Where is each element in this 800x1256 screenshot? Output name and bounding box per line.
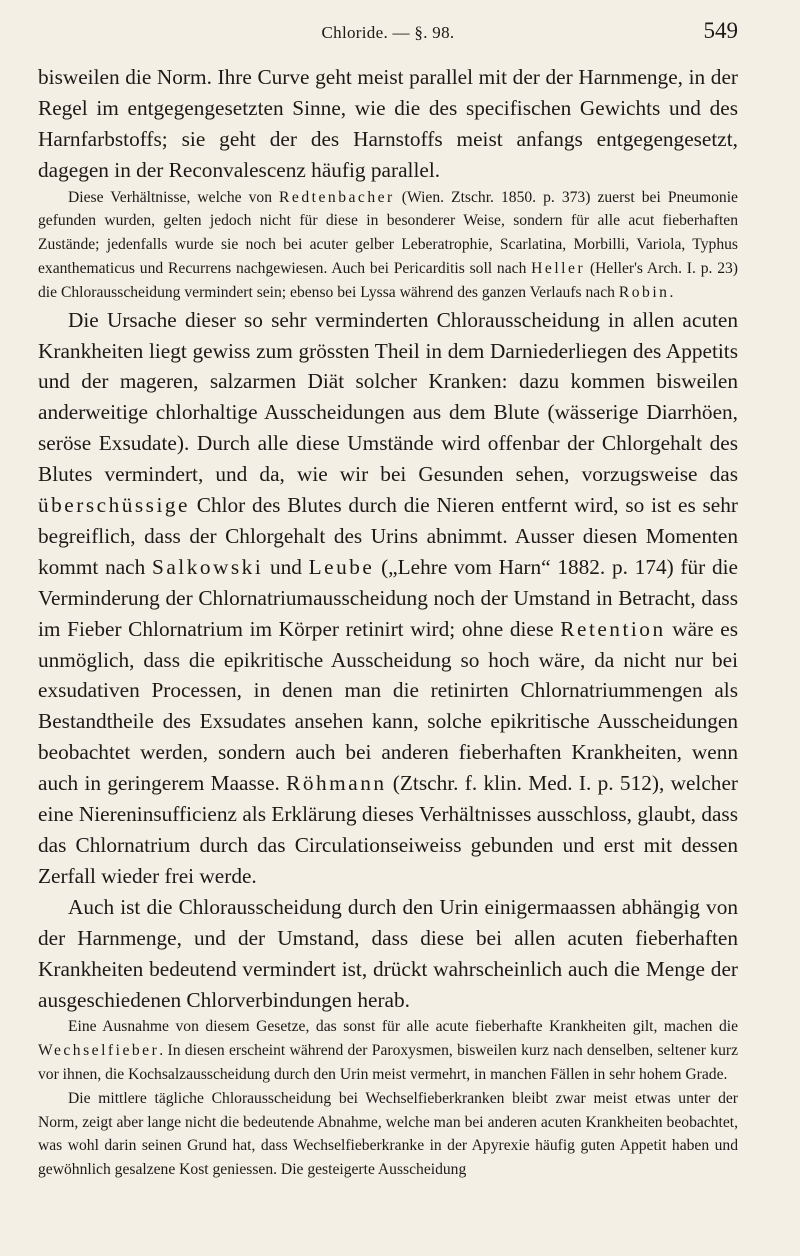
emphasized-word: überschüssige <box>38 493 190 518</box>
author-name: Robin <box>618 283 670 301</box>
paragraph-1: bisweilen die Norm. Ihre Curve geht meist parallel mit der der Harnmenge, in der Regel im entgegengesetzten Sinne, wie die des specifischen Gewichts und des Harnfarbstoffs; sie geht der des Harnstoffs meist anfangs entgegengesetzt, dagegen in der Reconvalescenz häufig parallel. <box>38 65 738 182</box>
note-paragraph-3: Die mittlere tägliche Chlorausscheidung bei Wechselfieberkranken bleibt zwar meist etwas unter der Norm, zeigt aber lange nicht die bedeutende Abnahme, welche man bei anderen acuten Krankheiten beobachtet, was wohl darin seinen Grund hat, dass Wechselfieberkranke in der Apyrexie häufig guten Appetit haben und gewöhnlich gesalzene Kost geniessen. Die gesteigerte Ausscheidung <box>38 1089 738 1179</box>
paragraph-2: Die Ursache dieser so sehr verminderten Chlorausscheidung in allen acuten Krankheiten liegt gewiss zum grössten Theil in dem Darniederliegen des Appetits und der mageren, salzarmen Diät solcher Kranken: dazu kommen bisweilen anderweitige chlorhaltige Ausscheidungen aus dem Blute (wässerige Diarrhöen, seröse Exsudate). Durch alle diese Umstände wird offenbar der Chlorgehalt des Blutes vermindert, und da, wie wir bei Gesunden sehen, vorzugsweise das überschüssige Chlor des Blutes durch die Nieren entfernt wird, so ist es sehr begreiflich, dass der Chlorgehalt des Urins abnimmt. Ausser diesen Momenten kommt nach Salkowski und Leube („Lehre vom Harn“ 1882. p. 174) für die Verminderung der Chlornatriumausscheidung noch der Umstand in Betracht, dass im Fieber Chlornatrium im Körper retinirt wird; ohne diese Retention wäre es unmöglich, dass die epikritische Ausscheidung so hoch wäre, da nicht nur bei exsudativen Processen, in denen man die retinirten Chlornatriummengen als Bestandtheile des Exsudates ansehen kann, solche epikritische Ausscheidungen beobachtet werden, sondern auch bei anderen fieberhaften Krankheiten, wenn auch in geringerem Maasse. Röhmann (Ztschr. f. klin. Med. I. p. 512), welcher eine Niereninsufficienz als Erklärung dieses Verhältnisses ausschloss, glaubt, dass das Chlornatrium durch das Circulationseiweiss gebunden und erst mit dessen Zerfall wieder frei werde. <box>38 307 738 888</box>
page-number: 549 <box>703 18 738 43</box>
author-name: Leube <box>308 554 375 579</box>
author-name: Heller <box>531 260 586 278</box>
running-title: Chloride. — §. 98. <box>321 23 455 42</box>
page-body <box>38 62 738 1182</box>
author-name: Redtenbacher <box>279 188 395 206</box>
author-name: Röhmann <box>286 771 387 796</box>
note-paragraph-2: Eine Ausnahme von diesem Gesetze, das sonst für alle acute fieberhafte Krankheiten gilt, machen die Wechselfieber. In diesen erscheint während der Paroxysmen, bisweilen kurz nach denselben, seltener kurz vor ihnen, die Kochsalzausscheidung durch den Urin meist vermehrt, in manchen Fällen in sehr hohem Grade. <box>38 1018 738 1084</box>
note-paragraph-1: Diese Verhältnisse, welche von Redtenbacher (Wien. Ztschr. 1850. p. 373) zuerst bei Pneumonie gefunden wurden, gelten jedoch nicht für diese in besonderer Weise, sondern für alle acut fieberhaften Zustände; jedenfalls wurde sie noch bei acuter gelber Leberatrophie, Scarlatina, Morbilli, Variola, Typhus exanthematicus und Recurrens nachgewiesen. Auch bei Pericarditis soll nach Heller (Heller's Arch. I. p. 23) die Chlorausscheidung vermindert sein; ebenso bei Lyssa während des ganzen Verlaufs nach Robin. <box>38 188 738 301</box>
emphasized-word: Wechselfieber <box>38 1042 160 1060</box>
emphasized-word: Retention <box>560 616 666 641</box>
author-name: Salkowski <box>152 554 264 579</box>
page-header <box>38 0 738 50</box>
paragraph-3: Auch ist die Chlorausscheidung durch den Urin einigermaassen abhängig von der Harnmenge, und der Umstand, dass diese bei allen acuten fieberhaften Krankheiten bedeutend vermindert ist, drückt wahrscheinlich auch die Menge der ausgeschiedenen Chlorverbindungen herab. <box>38 894 738 1012</box>
